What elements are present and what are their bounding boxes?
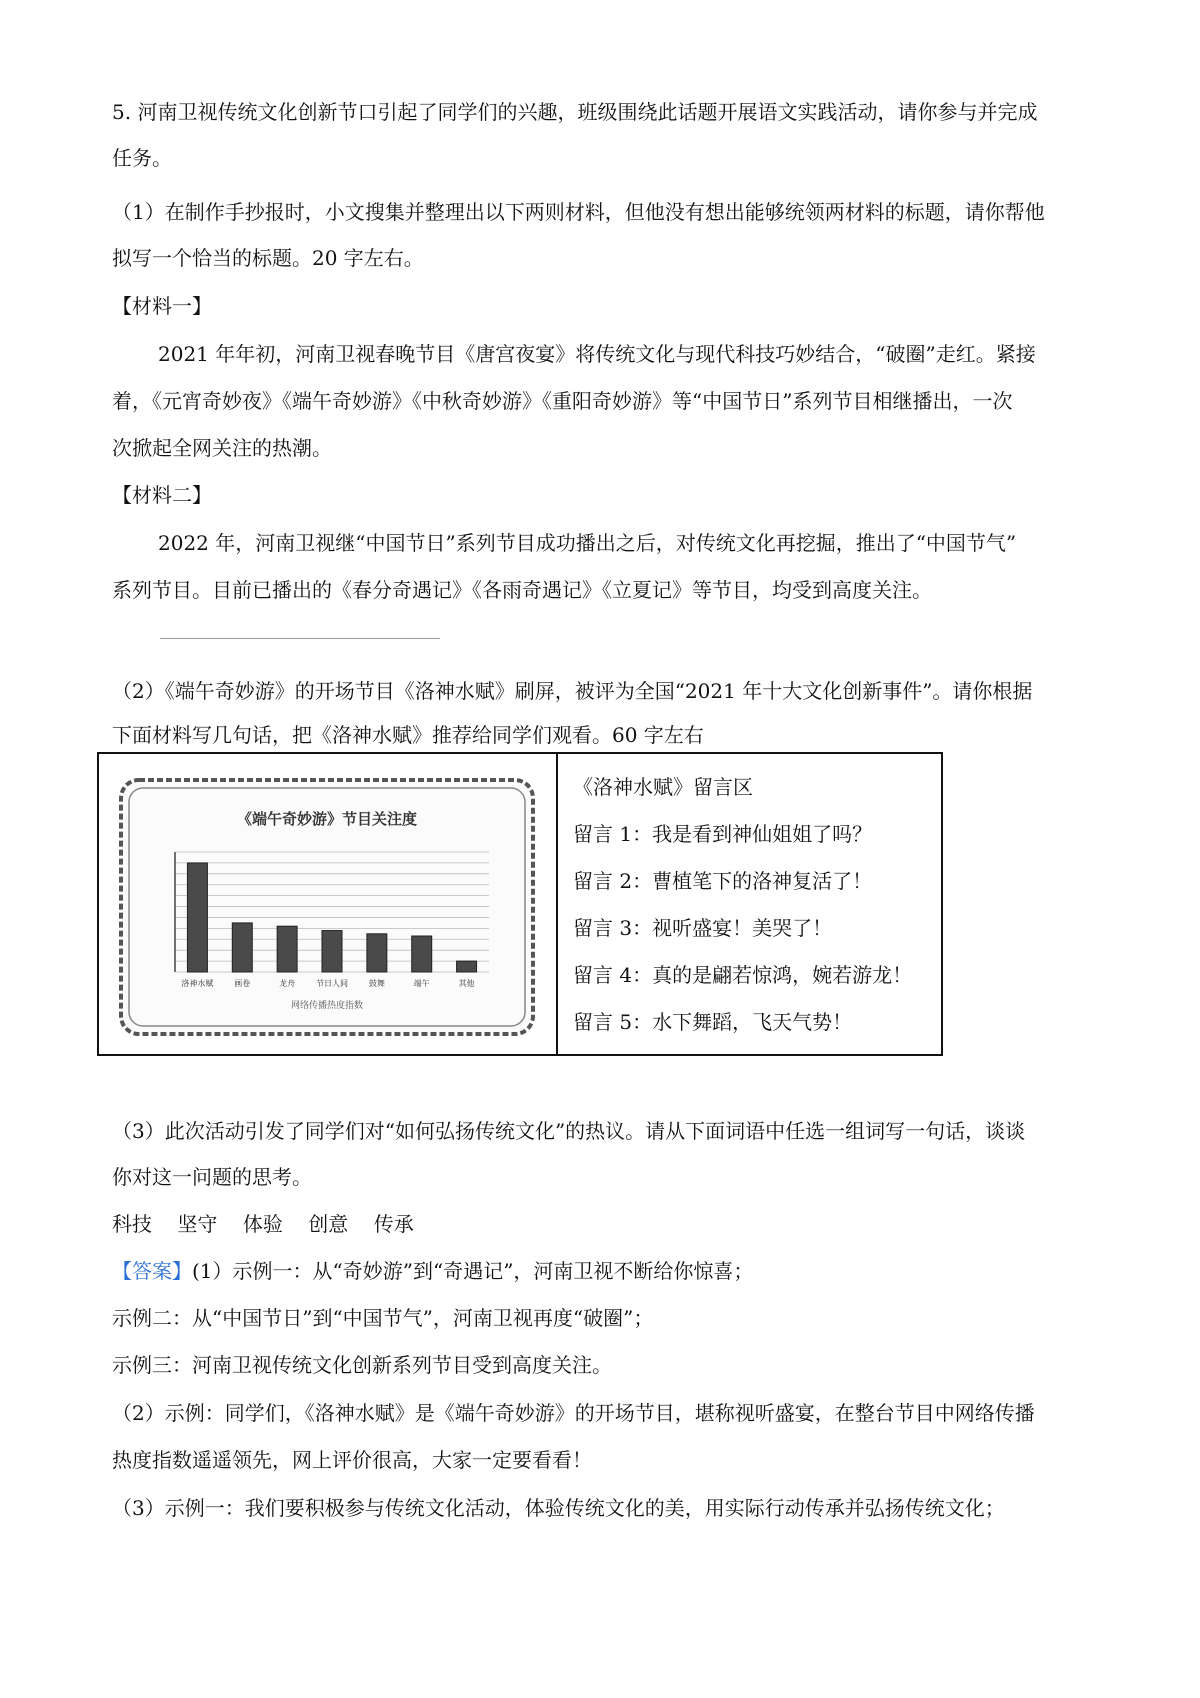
task1-line-2: 拟写一个恰当的标题。20 字左右。 bbox=[112, 246, 424, 270]
task3-line-1: （3）此次活动引发了同学们对“如何弘扬传统文化”的热议。请从下面词语中任选一组词写一句话，谈谈 bbox=[112, 1119, 1026, 1143]
material1-line-3: 次掀起全网关注的热潮。 bbox=[112, 436, 332, 460]
answer-1-line-1 bbox=[112, 1248, 1097, 1294]
chart-x-label: 龙舟 bbox=[279, 979, 296, 988]
material2-line-2: 系列节目。目前已播出的《春分奇遇记》《各雨奇遇记》《立夏记》等节目，均受到高度关注。 bbox=[112, 578, 932, 602]
chart-bar bbox=[412, 936, 432, 972]
answer-1-line-3: 示例三：河南卫视传统文化创新系列节目受到高度关注。 bbox=[112, 1353, 612, 1377]
chart-title: 《端午奇妙游》节目关注度 bbox=[236, 810, 418, 828]
chart-bar bbox=[277, 926, 297, 972]
message-item: 留言 3：视听盛宴！美哭了！ bbox=[573, 916, 833, 940]
answer-3-line-1: （3）示例一：我们要积极参与传统文化活动，体验传统文化的美，用实际行动传承并弘扬传统文化； bbox=[112, 1496, 1005, 1520]
question-line-1: 5. 河南卫视传统文化创新节口引起了同学们的兴趣，班级围绕此话题开展语文实践活动，请你参与并完成 bbox=[112, 100, 1038, 124]
material-table bbox=[97, 752, 943, 1056]
task2-line-2: 下面材料写几句话，把《洛神水赋》推荐给同学们观看。60 字左右 bbox=[112, 723, 704, 747]
chart-cell bbox=[117, 776, 537, 1038]
material1-heading: 【材料一】 bbox=[112, 294, 212, 318]
chart-x-label: 端午 bbox=[413, 979, 430, 988]
answer-1-line-2: 示例二：从“中国节日”到“中国节气”，河南卫视再度“破圈”； bbox=[112, 1306, 654, 1330]
chart-bar bbox=[457, 961, 477, 972]
material1-line-2: 着，《元宵奇妙夜》《端午奇妙游》《中秋奇妙游》《重阳奇妙游》等“中国节日”系列节目相继播出，一次 bbox=[112, 389, 1013, 413]
material2-heading: 【材料二】 bbox=[112, 483, 212, 507]
chart-caption: 网络传播热度指数 bbox=[290, 1001, 364, 1011]
message-board-title: 《洛神水赋》留言区 bbox=[573, 775, 753, 799]
chart-x-label: 其他 bbox=[458, 979, 475, 988]
table-divider bbox=[556, 754, 558, 1054]
chart-bar bbox=[187, 863, 207, 972]
chart-x-label: 节日人间 bbox=[316, 979, 348, 988]
message-item: 留言 1：我是看到神仙姐姐了吗？ bbox=[573, 822, 873, 846]
task1-line-1: （1）在制作手抄报时，小文搜集并整理出以下两则材料，但他没有想出能够统领两材料的标题，请你帮他 bbox=[112, 200, 1045, 224]
chart-x-label: 洛神水赋 bbox=[181, 979, 214, 988]
answer-blank-line bbox=[160, 638, 440, 639]
chart-x-label: 画卷 bbox=[234, 979, 251, 988]
message-board bbox=[573, 764, 933, 1046]
message-item: 留言 5：水下舞蹈，飞天气势！ bbox=[573, 1010, 853, 1034]
chart-bar bbox=[322, 931, 342, 972]
attention-bar-chart bbox=[117, 776, 537, 1038]
chart-bar bbox=[367, 934, 387, 972]
material2-line-1: 2022 年，河南卫视继“中国节日”系列节目成功播出之后，对传统文化再挖掘，推出了“中国节气” bbox=[158, 531, 1017, 555]
chart-bar bbox=[232, 923, 252, 972]
question-line-2: 任务。 bbox=[112, 146, 172, 170]
message-item: 留言 2：曹植笔下的洛神复活了！ bbox=[573, 869, 873, 893]
message-item: 留言 4：真的是翩若惊鸿，婉若游龙！ bbox=[573, 963, 913, 987]
answer-2-line-2: 热度指数遥遥领先，网上评价很高，大家一定要看看！ bbox=[112, 1448, 592, 1472]
answer-1-text: (1）示例一：从“奇妙游”到“奇遇记”，河南卫视不断给你惊喜； bbox=[192, 1259, 754, 1283]
answer-tag: 【答案】 bbox=[112, 1259, 192, 1283]
chart-x-label: 鼓舞 bbox=[368, 979, 385, 988]
task3-line-2: 你对这一问题的思考。 bbox=[112, 1165, 312, 1189]
answer-2-line-1: （2）示例：同学们，《洛神水赋》是《端午奇妙游》的开场节目，堪称视听盛宴，在整台节目中网络传播 bbox=[112, 1401, 1035, 1425]
material1-line-1: 2021 年年初，河南卫视春晚节目《唐宫夜宴》将传统文化与现代科技巧妙结合，“破圈”走红。紧接 bbox=[158, 342, 1036, 366]
task3-words: 科技 坚守 体验 创意 传承 bbox=[112, 1212, 414, 1236]
task2-line-1: （2）《端午奇妙游》的开场节目《洛神水赋》刷屏，被评为全国“2021 年十大文化创新事件”。请你根据 bbox=[112, 679, 1033, 703]
